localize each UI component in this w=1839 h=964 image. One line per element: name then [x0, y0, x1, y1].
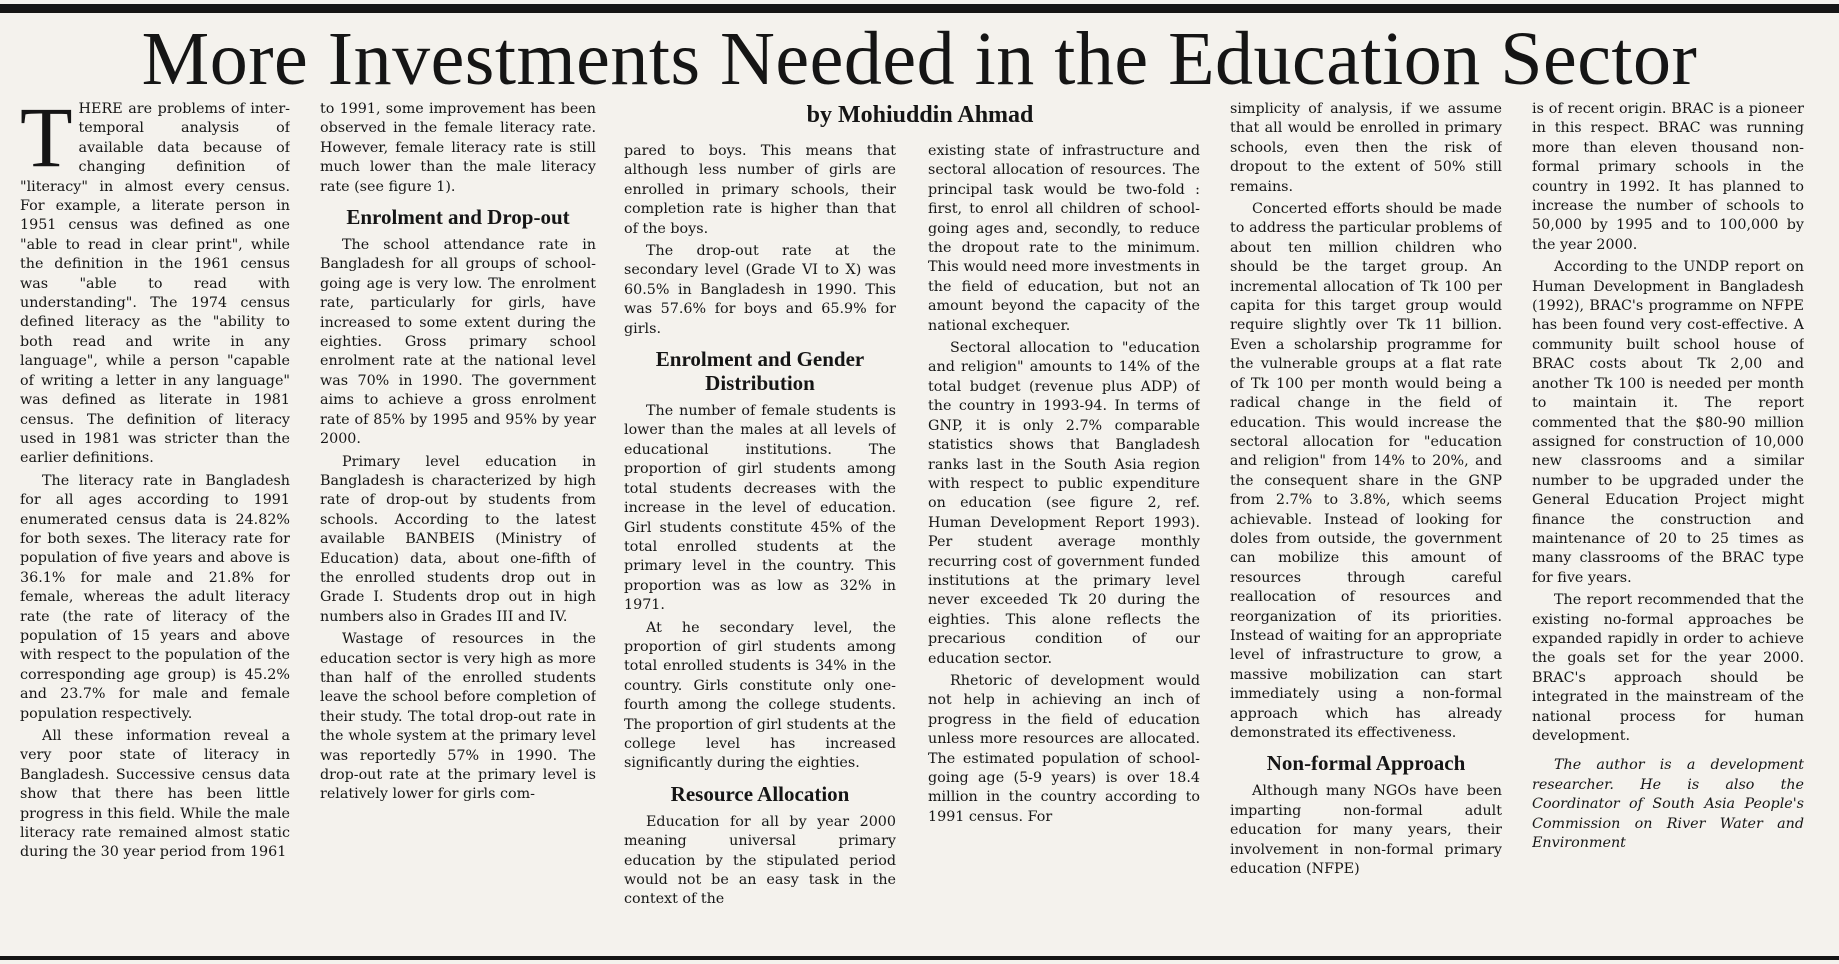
- paragraph: The literacy rate in Bangladesh for all ages according to 1991 enumerated census data is 24.82% for both sexes. The literacy rate for population of five years and above is 36.1% for male and 21.8% for female, whereas the adult literacy rate (the rate of literacy of the population of 15 years and above with respect to the population of the corresponding age group) is 45.2% and 23.7% for male and female population respectively.: [20, 472, 290, 722]
- paragraph: existing state of infrastructure and sectoral allocation of resources. The principal task would be two-fold : first, to enrol all children of school-going ages and, secondly, to reduce the dropout rate to the minimum. This would need more investments in the field of education, but not an amount beyond the capacity of the national exchequer.: [928, 143, 1200, 334]
- paragraph: At he secondary level, the proportion of girl students among total enrolled students is 34% in the country. Girls constitute only one-fourth among the college students. The proportion of girl students at the college level has increased significantly during the eighties.: [624, 619, 896, 772]
- paragraph: The school attendance rate in Bangladesh for all groups of school-going age is very low. The enrolment rate, particularly for girls, have increased to some extent during the eighties. Gross primary school enrolment rate at the national level was 70% in 1990. The government aims to achieve a gross enrolment rate of 85% by 1995 and 95% by year 2000.: [320, 237, 596, 448]
- column-6: [1532, 100, 1804, 952]
- paragraph: All these information reveal a very poor state of literacy in Bangladesh. Successive census data show that there has been little progress in this field. While the male literacy rate remained almost static during the 30 year period from 1961: [20, 728, 290, 861]
- byline: by Mohiuddin Ahmad: [806, 102, 1034, 128]
- section-heading-gender-distribution: Enrolment and Gender Distribution: [655, 347, 865, 396]
- section-heading-non-formal-approach: Non-formal Approach: [1266, 751, 1466, 776]
- column-2: [320, 100, 596, 952]
- paragraph: The drop-out rate at the secondary level (Grade VI to X) was 60.5% in Bangladesh in 1990. This was 57.6% for boys and 65.9% for girls.: [624, 243, 896, 337]
- drop-cap: T: [20, 100, 73, 185]
- paragraph: Education for all by year 2000 meaning universal primary education by the stipulated period would not be an easy task in the context of the: [624, 813, 896, 908]
- paragraph: HERE are problems of inter-temporal analysis of available data because of changing definition of "literacy" in almost every census. For example, a literate person in 1951 census was defined as one "able to read in clear print", while the definition in the 1961 census was "able to read with understanding". The 1974 census defined literacy as the "ability to both read and write in any language", while a person "capable of writing a letter in any language" was defined as literate in 1981 census. The definition of literacy used in 1981 was stricter than the earlier definitions.: [20, 101, 290, 467]
- paragraph: Primary level education in Bangladesh is characterized by high rate of drop-out by students from schools. According to the latest available BANBEIS (Ministry of Education) data, about one-fifth of the enrolled students drop out in Grade I. Students drop out in high numbers also in Grades III and IV.: [320, 453, 596, 625]
- paragraph: Rhetoric of development would not help in achieving an inch of progress in the field of education unless more resources are allocated. The estimated population of school-going age (5-9 years) is over 18.4 million in the country according to 1991 census. For: [928, 672, 1200, 825]
- paragraph: Sectoral allocation to "education and religion" amounts to 14% of the total budget (revenue plus ADP) of the country in 1993-94. In terms of GNP, it is only 2.7% comparable statistics shows that Bangladesh ranks last in the South Asia region with respect to public expenditure on education (see figure 2, ref. Human Development Report 1993). Per student average monthly recurring cost of government funded institutions at the primary level never exceeded Tk 20 during the eighties. This alone reflects the precarious condition of our education sector.: [928, 340, 1200, 667]
- author-note: The author is a development researcher. He is also the Coordinator of South Asia People's Commission on River Water and Environment: [1532, 757, 1804, 852]
- headline: More Investments Needed in the Education Sector: [141, 17, 1698, 101]
- paragraph: pared to boys. This means that although less number of girls are enrolled in primary schools, their completion rate is higher than that of the boys.: [624, 143, 896, 237]
- section-heading-resource-allocation: Resource Allocation: [670, 781, 850, 806]
- column-5: [1230, 100, 1502, 952]
- paragraph: simplicity of analysis, if we assume that all would be enrolled in primary schools, even then the risk of dropout to the extent of 50% still remains.: [1230, 101, 1502, 195]
- paragraph: to 1991, some improvement has been observed in the female literacy rate. However, female literacy rate is still much lower than the male literacy rate (see figure 1).: [320, 101, 596, 195]
- column-1: [20, 100, 290, 952]
- bottom-rule: [0, 956, 1839, 960]
- paragraph: Although many NGOs have been imparting non-formal adult education for many years, their involvement in non-formal primary education (NFPE): [1230, 783, 1502, 878]
- paragraph: The report recommended that the existing no-formal approaches be expanded rapidly in order to achieve the goals set for the year 2000. BRAC's approach should be integrated in the mainstream of the national process for human development.: [1532, 592, 1804, 744]
- column-4: [928, 142, 1200, 952]
- paragraph: Wastage of resources in the education sector is very high as more than half of the enrolled students leave the school before completion of their study. The total drop-out rate in the whole system at the primary level was reportedly 57% in 1990. The drop-out rate at the primary level is relatively lower for girls com-: [320, 631, 596, 803]
- paragraph: is of recent origin. BRAC is a pioneer in this respect. BRAC was running more than eleven thousand non-formal primary schools in the country in 1992. It has planned to increase the number of schools to 50,000 by 1995 and to 100,000 by the year 2000.: [1532, 101, 1804, 253]
- paragraph: Concerted efforts should be made to address the particular problems of about ten million children who should be the target group. An incremental allocation of Tk 100 per capita for this target group would require slightly over Tk 11 billion. Even a scholarship programme for the vulnerable groups at a flat rate of Tk 100 per month would being a radical change in the field of education. This would increase the sectoral allocation for "education and religion" from 14% to 20%, and the consequent share in the GNP from 2.7% to 3.8%, which seems achievable. Instead of looking for doles from outside, the government can mobilize this amount of resources through careful reallocation of resources and reorganization of its priorities. Instead of waiting for an appropriate level of infrastructure to grow, a massive mobilization can start immediately using a non-formal approach which has already demonstrated its effectiveness.: [1230, 201, 1502, 741]
- column-3: [624, 142, 896, 952]
- paragraph: According to the UNDP report on Human Development in Bangladesh (1992), BRAC's programme on NFPE has been found very cost-effective. A community built school house of BRAC costs about Tk 2,00 and another Tk 100 is needed per month to maintain it. The report commented that the $80-90 million assigned for construction of 10,000 new classrooms and a similar number to be upgraded under the General Education Project might finance the construction and maintenance of 20 to 25 times as many classrooms of the BRAC type for five years.: [1532, 259, 1804, 586]
- section-heading-enrolment-dropout: Enrolment and Drop-out: [346, 205, 570, 230]
- top-rule: [0, 4, 1839, 13]
- paragraph: The number of female students is lower than the males at all levels of educational institutions. The proportion of girl students among total students decreases with the increase in the level of education. Girl students constitute 45% of the total enrolled students at the primary level in the country. This proportion was as low as 32% in 1971.: [624, 403, 896, 614]
